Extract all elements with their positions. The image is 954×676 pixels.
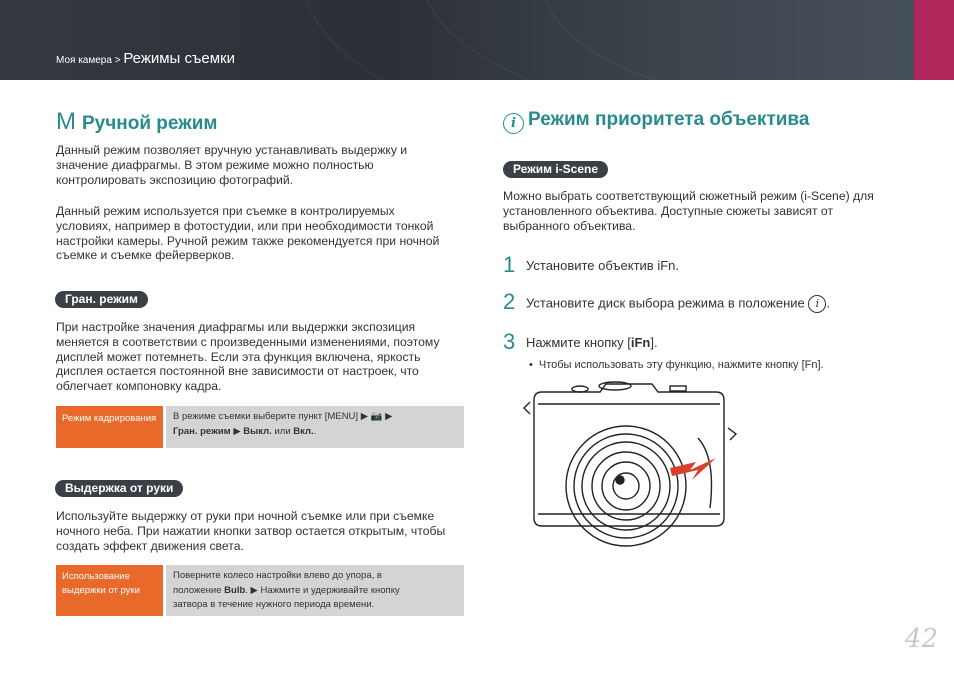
- section-tab: [914, 0, 954, 80]
- note-label: Использование выдержки от руки: [56, 565, 163, 616]
- step-text: Нажмите кнопку [iFn].: [526, 335, 658, 350]
- step-number: 3: [503, 329, 516, 354]
- note-body: [166, 565, 464, 616]
- breadcrumb-parent[interactable]: Моя камера >: [56, 55, 121, 66]
- ifn-mode-icon: i: [503, 113, 524, 134]
- display-mode-text: При настройке значения диафрагмы или выдержки экспозиция меняется в соответствии с произведенными изменениями, поэтому дисплей может потемнеть. Если эта функция включена, яркость дисплея остается постоянной вне зависимости от настроек, что облегчает компоновку кадра.: [56, 320, 440, 394]
- breadcrumb-current: Режимы съемки: [123, 50, 235, 67]
- section-title-manual: [56, 108, 217, 136]
- note-line: затвора в течение нужного периода времени.: [173, 599, 375, 610]
- section-title-lens-priority: [503, 109, 809, 134]
- bullet-mark: •: [529, 359, 533, 371]
- manual-intro: Данный режим позволяет вручную устанавливать выдержку и значение диафрагмы. В этом режиме можно полностью контролировать экспозицию фотографий.: [56, 143, 408, 187]
- subsection-pill-display: Гран. режим: [55, 291, 148, 308]
- manual-title-text: Ручной режим: [82, 113, 218, 134]
- page-header: [0, 0, 954, 80]
- step-text: Установите объектив iFn.: [526, 258, 679, 273]
- note-line: В режиме съемки выберите пункт [MENU] ▶ 📷 ▶: [173, 411, 393, 422]
- breadcrumb: [56, 50, 235, 67]
- page-number: 42: [904, 624, 938, 654]
- lens-priority-title-text: Режим приоритета объектива: [528, 109, 810, 130]
- note-line: положение Bulb. ▶ Нажмите и удерживайте кнопку: [173, 584, 400, 596]
- iscene-intro: Можно выбрать соответствующий сюжетный режим (i-Scene) для установленного объектива. Доступные сюжеты зависят от выбранного объектива.: [503, 189, 874, 233]
- step-number: 1: [503, 252, 516, 277]
- bullet-text: Чтобы использовать эту функцию, нажмите кнопку [Fn].: [538, 359, 824, 371]
- ifn-dial-icon: i: [808, 295, 826, 313]
- note-label: Режим кадрирования: [56, 406, 163, 448]
- manual-usage: Данный режим используется при съемке в контролируемых условиях, например в фотостудии, или при необходимости тонкой настройки камеры. Ручной режим также рекомендуется при ночной съемке и съемке фейерверков.: [56, 204, 440, 263]
- note-line: Гран. режим ▶ Выкл. или Вкл..: [173, 425, 317, 437]
- bulb-text: Используйте выдержку от руки при ночной съемке или при съемке ночного неба. При нажатии кнопки затвор остается открытым, чтобы создать эффект движения света.: [56, 509, 446, 553]
- camera-illustration: [520, 378, 745, 548]
- subsection-pill-iscene: Режим i-Scene: [503, 161, 608, 178]
- bullet-note: [529, 359, 824, 371]
- note-bulb: [56, 565, 464, 616]
- note-body: [166, 406, 464, 448]
- note-framing-mode: [56, 406, 464, 448]
- subsection-pill-bulb: Выдержка от руки: [55, 480, 183, 497]
- step-number: 2: [503, 289, 516, 314]
- mode-m-icon: M: [56, 108, 76, 135]
- step-text: Установите диск выбора режима в положение i .: [526, 295, 830, 313]
- note-line: Поверните колесо настройки влево до упора, в: [173, 570, 382, 581]
